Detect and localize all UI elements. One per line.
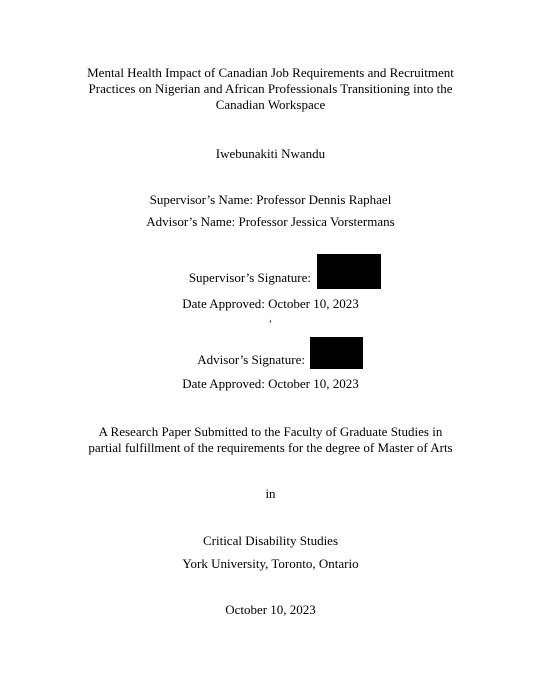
advisor-date-approved: Date Approved: October 10, 2023 (182, 376, 359, 391)
submission-line-1: A Research Paper Submitted to the Faculty of Graduate Studies in (98, 424, 443, 439)
submission-line-2: partial fulfillment of the requirements for the degree of Master of Arts (88, 440, 453, 455)
in-word: in (265, 486, 276, 501)
program-name: Critical Disability Studies (202, 533, 339, 548)
document-date: October 10, 2023 (225, 602, 316, 617)
advisor-name: Advisor’s Name: Professor Jessica Vorstermans (146, 214, 395, 229)
supervisor-date-approved: Date Approved: October 10, 2023 (182, 296, 359, 311)
advisor-signature-label: Advisor’s Signature: (197, 352, 305, 367)
supervisor-signature-label: Supervisor’s Signature: (188, 270, 311, 285)
author-name: Iwebunakiti Nwandu (215, 146, 326, 161)
advisor-signature-redaction (310, 337, 363, 369)
university-name: York University, Toronto, Ontario (182, 556, 359, 571)
title-line: Practices on Nigerian and African Professionals Transitioning into the (88, 81, 453, 96)
supervisor-name: Supervisor’s Name: Professor Dennis Raphael (149, 192, 392, 207)
title-line: Canadian Workspace (215, 97, 326, 112)
stray-mark: ‘ (268, 318, 273, 330)
document-title (0, 65, 541, 113)
supervisor-signature-redaction (317, 254, 381, 289)
title-line: Mental Health Impact of Canadian Job Requirements and Recruitment (87, 65, 454, 80)
